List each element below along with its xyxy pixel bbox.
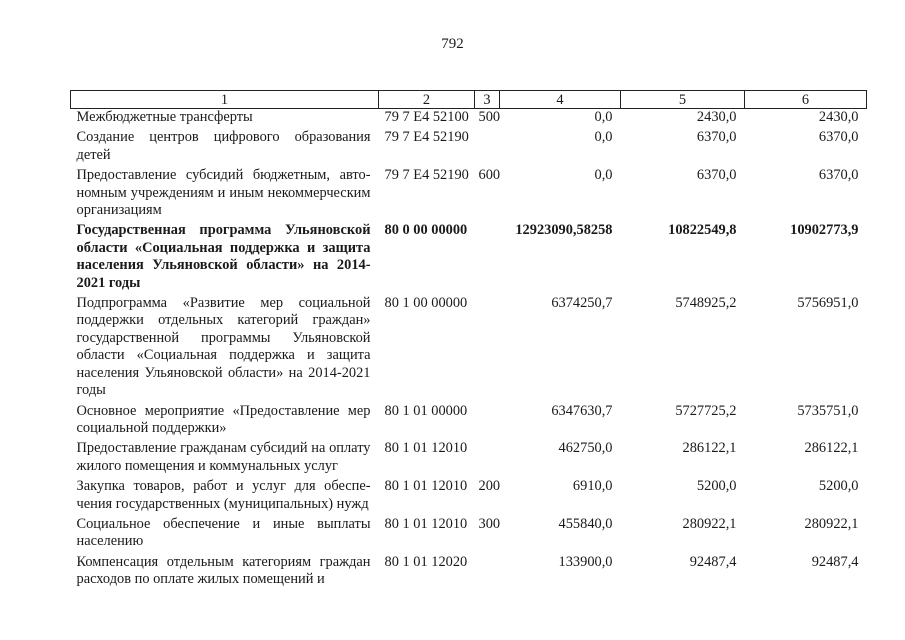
table-row <box>71 167 867 222</box>
row-kvr-code: 500 <box>478 109 501 125</box>
row-amount-col5: 2430,0 <box>696 109 737 125</box>
row-kvr-code <box>475 403 500 441</box>
row-kvr-code <box>475 129 500 167</box>
row-kvr-code <box>475 554 500 592</box>
row-kcsr-code: 80 1 01 00000 <box>384 402 468 419</box>
header-row <box>71 91 867 109</box>
row-kcsr-code: 80 1 01 12020 <box>384 553 468 570</box>
row-amount-col6: 280922,1 <box>804 515 859 532</box>
row-amount-col6: 92487,4 <box>811 553 859 570</box>
table-row <box>71 403 867 441</box>
header-col-1: 1 <box>71 91 379 109</box>
table-row <box>71 129 867 167</box>
row-name: Предоставление гражданам субсидий на оплату жилого помещения и коммунальных услуг <box>76 440 371 474</box>
budget-table <box>70 90 867 592</box>
table-body <box>71 109 867 592</box>
row-amount-col4: 6374250,7 <box>551 295 613 312</box>
row-kcsr-code: 80 0 00 00000 <box>384 222 468 239</box>
table-row <box>71 554 867 592</box>
row-amount-col4: 133900,0 <box>558 553 613 570</box>
row-kcsr-code: 80 1 01 12010 <box>384 440 468 457</box>
row-amount-col4: 6910,0 <box>572 478 613 495</box>
row-amount-col5: 5727725,2 <box>675 402 737 419</box>
row-kcsr-code: 79 7 E4 52100 <box>384 109 469 125</box>
row-kvr-code: 300 <box>478 515 501 532</box>
row-kcsr-code: 80 1 01 12010 <box>384 515 468 532</box>
row-kcsr-code: 79 7 E4 52190 <box>384 167 469 184</box>
row-amount-col5: 5748925,2 <box>675 295 737 312</box>
row-amount-col5: 5200,0 <box>696 478 737 495</box>
row-name: Закупка товаров, работ и услуг для обеспечения государственных (муниципальных) нужд <box>76 478 371 512</box>
row-amount-col6: 286122,1 <box>804 440 859 457</box>
header-col-3: 3 <box>475 91 500 109</box>
row-amount-col6: 6370,0 <box>818 167 859 184</box>
row-amount-col4: 455840,0 <box>558 515 613 532</box>
row-amount-col5: 10822549,8 <box>668 222 737 239</box>
row-amount-col5: 286122,1 <box>682 440 737 457</box>
header-col-5: 5 <box>621 91 745 109</box>
row-amount-col6: 10902773,9 <box>790 222 859 239</box>
row-name: Подпрограмма «Развитие мер социальной поддержки отдельных категорий граждан» государственной программы Ульяновской области «Социальная поддержка и защита населения Ульяновской области» на 2014-2021 годы <box>76 295 371 399</box>
table-row <box>71 222 867 295</box>
row-amount-col4: 0,0 <box>594 129 613 146</box>
row-kcsr-code: 79 7 E4 52190 <box>384 129 469 146</box>
row-amount-col4: 12923090,58258 <box>515 222 613 239</box>
page-number: 792 <box>441 36 464 52</box>
table-row <box>71 516 867 554</box>
row-amount-col5: 6370,0 <box>696 167 737 184</box>
table-row <box>71 478 867 516</box>
row-amount-col5: 280922,1 <box>682 515 737 532</box>
row-kcsr-code: 80 1 01 12010 <box>384 478 468 495</box>
row-name: Межбюджетные трансферты <box>76 109 253 125</box>
table-header <box>71 91 867 109</box>
header-col-6: 6 <box>745 91 867 109</box>
row-kvr-code <box>475 440 500 478</box>
row-name: Государственная программа Ульяновской области «Социальная поддержка и защита населения Ульяновской области» на 2014-2021 годы <box>76 222 371 291</box>
header-col-4: 4 <box>500 91 621 109</box>
row-name: Основное мероприятие «Предоставление мер социальной поддержки» <box>76 402 371 436</box>
row-amount-col5: 6370,0 <box>696 129 737 146</box>
row-amount-col6: 2430,0 <box>818 109 859 125</box>
row-amount-col4: 462750,0 <box>558 440 613 457</box>
row-amount-col4: 0,0 <box>594 109 613 125</box>
row-kcsr-code: 80 1 00 00000 <box>384 295 468 312</box>
row-name: Социальное обеспечение и иные выплаты населению <box>76 515 371 550</box>
row-amount-col4: 0,0 <box>594 167 613 184</box>
row-kvr-code <box>475 295 500 402</box>
row-amount-col5: 92487,4 <box>689 553 737 570</box>
row-name: Компенсация отдельным категориям граждан расходов по оплате жилых помещений и <box>76 553 371 588</box>
table-row <box>71 295 867 402</box>
row-amount-col4: 6347630,7 <box>551 402 613 419</box>
row-kvr-code: 600 <box>478 167 501 184</box>
table-row <box>71 440 867 478</box>
table-row <box>71 109 867 130</box>
row-amount-col6: 5735751,0 <box>797 402 859 419</box>
header-col-2: 2 <box>379 91 475 109</box>
row-amount-col6: 5756951,0 <box>797 295 859 312</box>
row-kvr-code <box>475 222 500 295</box>
row-amount-col6: 5200,0 <box>818 478 859 495</box>
row-name: Предоставление субсидий бюджетным, автономным учреждениям и иным некоммерческим организациям <box>76 167 371 219</box>
row-name: Создание центров цифрового образования детей <box>76 129 371 163</box>
row-amount-col6: 6370,0 <box>818 129 859 146</box>
row-kvr-code: 200 <box>478 478 501 495</box>
